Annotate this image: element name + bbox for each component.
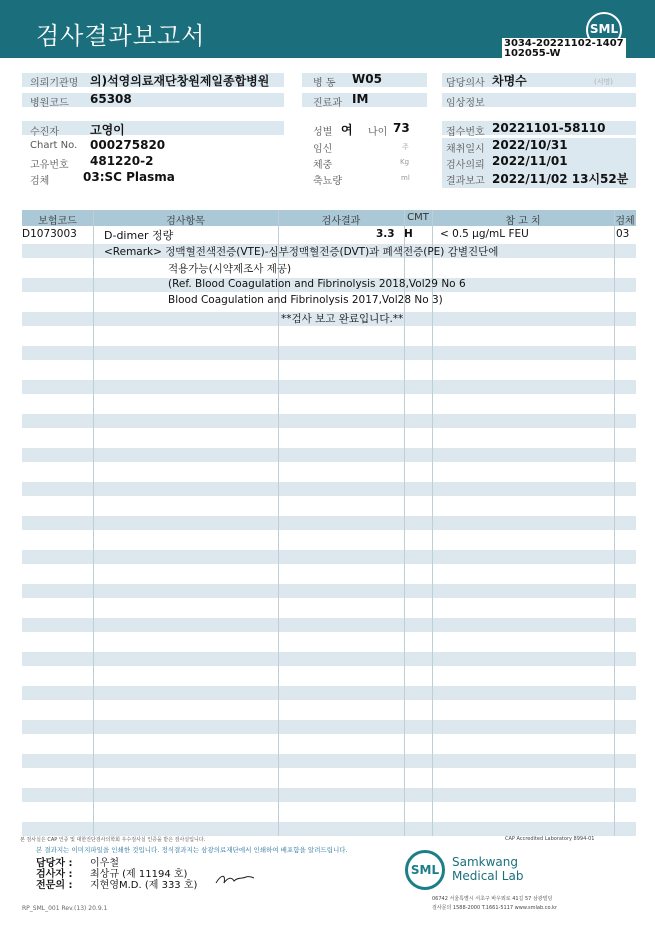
table-row-stripe bbox=[22, 346, 636, 360]
logo-text: SML bbox=[589, 22, 619, 36]
recv-no-label: 접수번호 bbox=[446, 127, 485, 138]
patient-label: 수진자 bbox=[30, 127, 59, 138]
hospital-code-label: 병원코드 bbox=[30, 98, 69, 109]
th-code: 보험코드 bbox=[38, 216, 77, 227]
sml-footer-logo-icon bbox=[405, 850, 445, 890]
report-end-text: **검사 보고 완료입니다.** bbox=[281, 313, 404, 325]
brand-name bbox=[452, 855, 523, 883]
th-ref: 참 고 치 bbox=[505, 216, 541, 227]
specimen: 03:SC Plasma bbox=[83, 170, 175, 184]
specimen-label: 검체 bbox=[30, 176, 50, 187]
table-row-stripe bbox=[22, 652, 636, 666]
doctor-sign: (서명) bbox=[594, 78, 613, 86]
id-label: 고유번호 bbox=[30, 160, 69, 171]
clinical-info-label: 임상정보 bbox=[446, 98, 485, 109]
table-row-stripe bbox=[22, 516, 636, 530]
hospital-name: 의)석영의료재단창원제일종합병원 bbox=[90, 74, 270, 88]
sig-value-doctor: 지현영M.D. (제 333 호) bbox=[90, 880, 198, 891]
footer-logo-text: SML bbox=[410, 863, 440, 877]
sig-value-tester: 최상규 (제 11194 호) bbox=[90, 869, 188, 880]
th-spec: 검체 bbox=[615, 216, 635, 227]
report-label: 결과보고 bbox=[446, 176, 485, 187]
chart-label: Chart No. bbox=[30, 140, 78, 151]
cell-item: D-dimer 정량 bbox=[104, 229, 174, 242]
weight-unit: Kg bbox=[400, 158, 410, 166]
table-row-stripe bbox=[22, 482, 636, 496]
doc-no-2: 102055-W bbox=[504, 48, 561, 59]
doc-no-1: 3034-20221102-1407 bbox=[504, 38, 624, 49]
col-divider bbox=[93, 210, 94, 836]
remark-line: 적용가능(시약제조사 제공) bbox=[168, 263, 292, 275]
table-row-stripe bbox=[22, 550, 636, 564]
sig-label-tester: 검사자 : bbox=[36, 869, 73, 880]
table-row-stripe bbox=[22, 380, 636, 394]
brand-line-1: Samkwang bbox=[452, 855, 518, 869]
cell-cmt: H bbox=[404, 228, 413, 240]
cap-text: CAP Accredited Laboratory 8994-01 bbox=[505, 836, 595, 842]
collect-date: 2022/10/31 bbox=[492, 138, 568, 152]
age-label: 나이 bbox=[368, 127, 388, 138]
id-no: 481220-2 bbox=[90, 154, 154, 168]
table-row-stripe bbox=[22, 754, 636, 768]
table-row-stripe bbox=[22, 788, 636, 802]
document-number bbox=[502, 38, 626, 60]
patient-box bbox=[22, 121, 284, 135]
form-version: RP_SML_001 Rev.(13) 20.9.1 bbox=[22, 905, 108, 912]
cert-text: 본 검사실은 CAP 인증 및 대한진단검사의학회 우수검사실 인증을 받은 검사실입니다. bbox=[20, 837, 206, 843]
table-row-stripe bbox=[22, 720, 636, 734]
age: 73 bbox=[393, 121, 410, 135]
signature-icon bbox=[214, 871, 256, 887]
brand-line-2: Medical Lab bbox=[452, 869, 524, 883]
address: 06742 서울특별시 서초구 바우뫼로 41길 57 삼광빌딩 bbox=[432, 896, 553, 902]
sex: 여 bbox=[341, 123, 353, 137]
weight-label: 체중 bbox=[313, 160, 333, 171]
table-row-stripe bbox=[22, 686, 636, 700]
hospital-label: 의뢰기관명 bbox=[30, 78, 79, 89]
report-date: 2022/11/02 13시52분 bbox=[492, 172, 629, 186]
notice-text: 본 결과지는 이미지파일을 인쇄한 것입니다. 정식결과지는 삼광의료재단에서 인쇄하여 배포함을 알려드립니다. bbox=[36, 846, 348, 854]
urine-label: 축뇨량 bbox=[313, 176, 342, 187]
patient-name: 고영이 bbox=[90, 123, 125, 137]
cell-spec: 03 bbox=[616, 228, 630, 240]
cell-code: D1073003 bbox=[22, 228, 77, 240]
cell-result: 3.3 bbox=[376, 228, 395, 240]
table-row-stripe bbox=[22, 414, 636, 428]
dept: IM bbox=[352, 92, 369, 106]
report-title: 검사결과보고서 bbox=[36, 22, 206, 50]
hospital-code: 65308 bbox=[90, 92, 132, 106]
remark-line: Blood Coagulation and Fibrinolysis 2017,Vol28 No 3) bbox=[168, 294, 443, 306]
sex-label: 성별 bbox=[313, 127, 333, 138]
remark-line: <Remark> 정맥혈전색전증(VTE)-심부정맥혈전증(DVT)과 폐색전증(PE) 감별진단에 bbox=[104, 246, 499, 258]
urine-unit: ml bbox=[401, 174, 410, 182]
doctor-label: 담당의사 bbox=[446, 78, 485, 89]
collect-label: 채취일시 bbox=[446, 144, 485, 155]
ward: W05 bbox=[352, 72, 382, 86]
col-divider bbox=[614, 210, 615, 836]
sig-value-manager: 이우철 bbox=[90, 858, 119, 869]
chart-no: 000275820 bbox=[90, 138, 166, 152]
doctor-name: 차명수 bbox=[492, 74, 527, 88]
table-row-stripe bbox=[22, 448, 636, 462]
remark-line: (Ref. Blood Coagulation and Fibrinolysis 2018,Vol29 No 6 bbox=[168, 278, 466, 290]
dept-label: 진료과 bbox=[313, 98, 342, 109]
contact: 검사문의 1588-2000 T.1661-5117 www.smlab.co.kr bbox=[432, 905, 557, 911]
recv-no: 20221101-58110 bbox=[492, 121, 606, 135]
th-result: 검사결과 bbox=[321, 216, 361, 227]
table-row-stripe bbox=[22, 618, 636, 632]
preg-unit: 주 bbox=[402, 143, 409, 151]
table-row-stripe bbox=[22, 822, 636, 836]
request-label: 검사의뢰 bbox=[446, 160, 485, 171]
request-date: 2022/11/01 bbox=[492, 154, 568, 168]
preg-label: 임신 bbox=[313, 144, 333, 155]
table-row-stripe bbox=[22, 584, 636, 598]
th-cmt: CMT bbox=[407, 212, 429, 223]
ward-label: 병 동 bbox=[313, 78, 336, 89]
sig-label-doctor: 전문의 : bbox=[36, 880, 73, 891]
th-item: 검사항목 bbox=[166, 216, 205, 227]
cell-ref: < 0.5 μg/mL FEU bbox=[440, 228, 529, 240]
sig-label-manager: 담당자 : bbox=[36, 858, 73, 869]
